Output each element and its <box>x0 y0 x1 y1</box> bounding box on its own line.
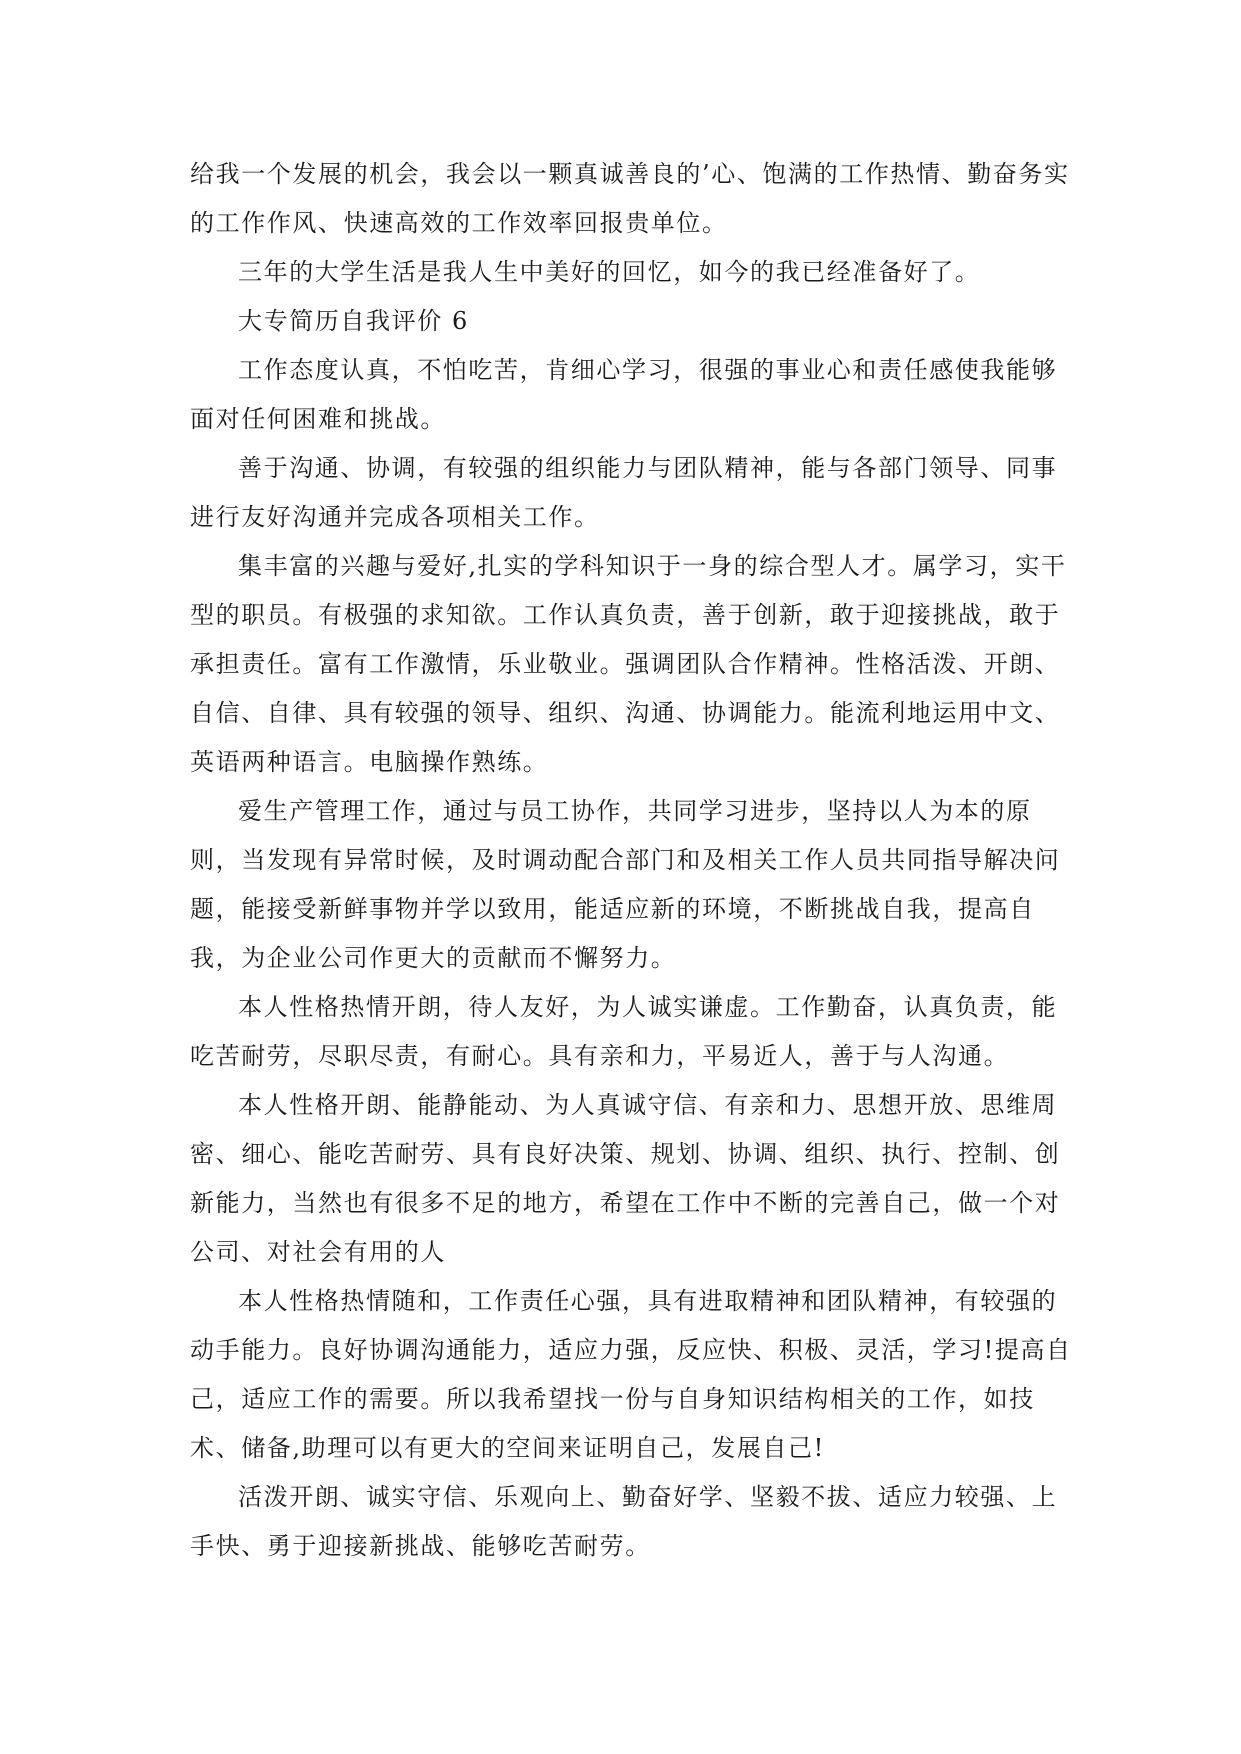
text-line: 承担责任。富有工作激情，乐业敬业。强调团队合作精神。性格活泼、开朗、 <box>190 650 1061 678</box>
text-line: 本人性格开朗、能静能动、为人真诚守信、有亲和力、思想开放、思维周 <box>238 1091 1058 1119</box>
text-line: 新能力，当然也有很多不足的地方，希望在工作中不断的完善自己，做一个对 <box>190 1189 1061 1217</box>
text-line: 我，为企业公司作更大的贡献而不懈努力。 <box>190 944 677 972</box>
text-line: 则，当发现有异常时候，及时调动配合部门和及相关工作人员共同指导解决问 <box>190 846 1061 874</box>
body-paragraph <box>190 346 1058 444</box>
text-line: 英语两种语言。电脑操作熟练。 <box>190 748 549 776</box>
text-line: 题，能接受新鲜事物并学以致用，能适应新的环境，不断挑战自我，提高自 <box>190 895 1035 923</box>
text-line: 三年的大学生活是我人生中美好的回忆，如今的我已经准备好了。 <box>238 258 981 286</box>
text-line: 型的职员。有极强的求知欲。工作认真负责，善于创新，敢于迎接挑战，敢于 <box>190 601 1061 629</box>
body-paragraph <box>190 542 1067 787</box>
text-line: 大专简历自我评价 6 <box>238 307 469 335</box>
text-line: 己，适应工作的需要。所以我希望找一份与自身知识结构相关的工作，如技 <box>190 1385 1035 1413</box>
text-line: 自信、自律、具有较强的领导、组织、沟通、协调能力。能流利地运用中文、 <box>190 699 1061 727</box>
text-line: 术、储备,助理可以有更大的空间来证明自己，发展自己! <box>190 1434 825 1462</box>
text-line: 给我一个发展的机会，我会以一颗真诚善良的’心、饱满的工作热情、勤奋务实 <box>190 160 1070 188</box>
document-page <box>190 150 1072 1571</box>
text-line: 面对任何困难和挑战。 <box>190 405 446 433</box>
body-paragraph <box>190 1277 1072 1473</box>
body-paragraph <box>190 297 1050 346</box>
text-line: 集丰富的兴趣与爱好,扎实的学科知识于一身的综合型人才。属学习，实干 <box>238 552 1067 580</box>
body-paragraph <box>190 787 1061 983</box>
body-paragraph <box>190 983 1058 1081</box>
text-line: 活泼开朗、诚实守信、乐观向上、勤奋好学、坚毅不拔、适应力较强、上 <box>238 1483 1058 1511</box>
text-line: 的工作作风、快速高效的工作效率回报贵单位。 <box>190 209 728 237</box>
text-line: 手快、勇于迎接新挑战、能够吃苦耐劳。 <box>190 1532 651 1560</box>
text-line: 爱生产管理工作，通过与员工协作，共同学习进步，坚持以人为本的原 <box>238 797 1032 825</box>
text-line: 善于沟通、协调，有较强的组织能力与团队精神，能与各部门领导、同事 <box>238 454 1058 482</box>
body-paragraph <box>190 248 1050 297</box>
text-line: 吃苦耐劳，尽职尽责，有耐心。具有亲和力，平易近人，善于与人沟通。 <box>190 1042 1010 1070</box>
text-line: 进行友好沟通并完成各项相关工作。 <box>190 503 600 531</box>
body-paragraph <box>190 1081 1061 1277</box>
body-paragraph <box>190 1473 1058 1571</box>
body-paragraph <box>190 150 1070 248</box>
text-line: 公司、对社会有用的人 <box>190 1238 446 1266</box>
body-paragraph <box>190 444 1058 542</box>
text-line: 本人性格热情随和，工作责任心强，具有进取精神和团队精神，有较强的 <box>238 1287 1058 1315</box>
text-line: 本人性格热情开朗，待人友好，为人诚实谦虚。工作勤奋，认真负责，能 <box>238 993 1058 1021</box>
text-line: 动手能力。良好协调沟通能力，适应力强，反应快、积极、灵活，学习!提高自 <box>190 1336 1072 1364</box>
text-line: 密、细心、能吃苦耐劳、具有良好决策、规划、协调、组织、执行、控制、创 <box>190 1140 1061 1168</box>
text-line: 工作态度认真，不怕吃苦，肯细心学习，很强的事业心和责任感使我能够 <box>238 356 1058 384</box>
